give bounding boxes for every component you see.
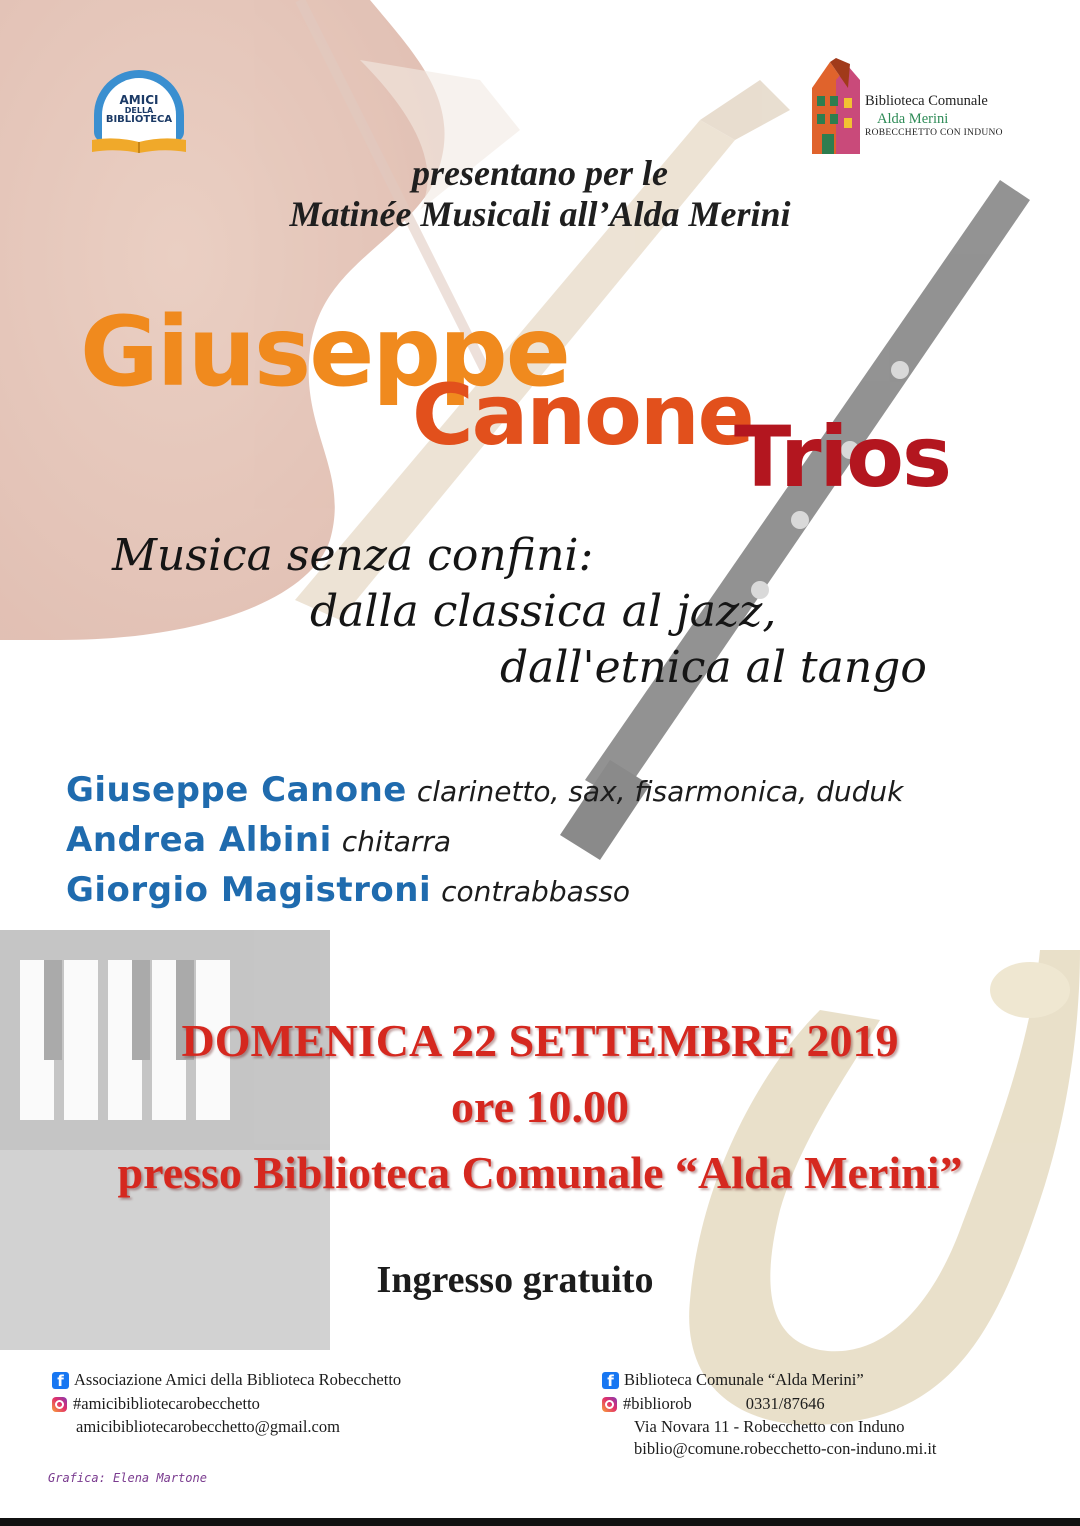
tagline-line-2: dalla classica al jazz, [310,586,777,637]
performer-row [66,870,630,910]
footer-right-facebook[interactable] [602,1370,864,1390]
logo-left-line3: BIBLIOTECA [105,114,173,126]
footer-left-email-text: amicibibliotecarobecchetto@gmail.com [76,1417,340,1436]
instagram-icon [602,1397,617,1412]
event-venue: presso Biblioteca Comunale “Alda Merini” [117,1147,963,1198]
footer-left-facebook[interactable] [52,1370,401,1390]
footer-right-phone: 0331/87646 [745,1394,825,1413]
performer-role: contrabbasso [441,875,631,908]
intro-line-2: Matinée Musicali all’Alda Merini [289,194,791,234]
clarinet-image [560,180,1030,860]
tagline-line-3: dall'etnica al tango [500,642,927,693]
performer-name: Giorgio Magistroni [66,870,432,910]
instagram-icon [52,1397,67,1412]
performer-row [66,770,903,810]
performer-name: Andrea Albini [66,820,332,860]
band-word-canone: Canone [412,366,753,464]
logo-left-line1: AMICI [119,93,159,108]
footer-right-email[interactable] [634,1439,937,1459]
tagline-line-1: Musica senza confini: [112,530,594,581]
footer-right-instagram-text: #bibliorob [623,1394,692,1413]
footer-right-address-text: Via Novara 11 - Robecchetto con Induno [634,1417,905,1436]
graphic-credit: Grafica: Elena Martone [48,1471,207,1485]
footer-right-address [634,1417,905,1437]
facebook-icon: f [52,1372,69,1389]
performer-role: chitarra [341,825,452,858]
footer-right-instagram[interactable] [602,1394,825,1414]
intro-line-1: presentano per le [412,153,668,193]
logo-right-line2: Alda Merini [877,111,949,128]
footer-left-facebook-text: Associazione Amici della Biblioteca Robecchetto [74,1370,402,1389]
footer-left-instagram[interactable] [52,1394,260,1414]
band-word-giuseppe: Giuseppe [80,296,569,408]
event-date: DOMENICA 22 SETTEMBRE 2019 [181,1015,899,1066]
library-building-icon [808,58,862,156]
logo-arch [94,70,184,142]
footer-left-instagram-text: #amicibibliotecarobecchetto [73,1394,260,1413]
performer-name: Giuseppe Canone [66,770,407,810]
footer-left-email[interactable] [76,1417,340,1437]
logo-right-line1: Biblioteca Comunale [865,93,988,109]
facebook-icon: f [602,1372,619,1389]
performer-role: clarinetto, sax, fisarmonica, duduk [416,775,904,808]
performer-row [66,820,451,860]
logo-right-line3: ROBECCHETTO CON INDUNO [865,128,1003,139]
biblioteca-alda-merini-logo [808,58,1028,158]
admission-text: Ingresso gratuito [376,1259,654,1301]
amici-biblioteca-logo [88,70,196,156]
logo-left-line2: DELLA [124,105,154,115]
footer-right-email-text: biblio@comune.robecchetto-con-induno.mi.it [634,1439,937,1458]
open-book-icon [90,136,188,154]
band-word-trios: Trios [734,408,950,506]
event-time: ore 10.00 [450,1081,629,1132]
footer-right-facebook-text: Biblioteca Comunale “Alda Merini” [624,1370,864,1389]
